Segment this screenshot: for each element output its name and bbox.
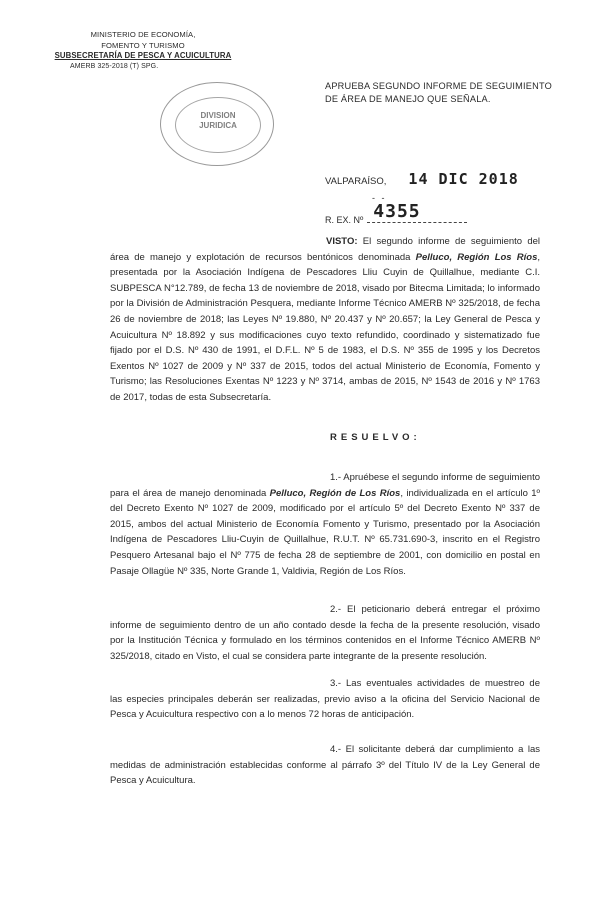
seal-text bbox=[191, 111, 245, 131]
item-3-paragraph bbox=[110, 676, 540, 723]
item-4 bbox=[110, 742, 540, 789]
item-1-area-name: Pelluco, Región de Los Ríos bbox=[269, 487, 401, 499]
item-1-text-2: , individualizada en el artículo 1º del Decreto Exento Nº 1027 de 2009, modificado por el artículo 5º del Decreto Exento Nº 337 de 2015, ambos del actual Ministerio de Economía Fomento y Turismo, presentado por la Asociación Indígena de Pescadores Lliu-Cuyin de Quillalhue, R.U.T. Nº 65.731.690-3, inscrito en el Registro Pesquero Artesanal bajo el Nº 775 de fecha 28 de septiembre de 2001, con domicilio en postal en Pasaje Ollagüe Nº 335, Norte Grande 1, Valdivia, Región de Los Ríos. bbox=[110, 487, 541, 577]
date-dashes: - - bbox=[372, 193, 387, 203]
item-1-number: 1.- bbox=[330, 472, 342, 483]
seal-line-1: DIVISION bbox=[200, 111, 236, 120]
ministry-name: MINISTERIO DE ECONOMÍA, bbox=[90, 30, 196, 39]
resuelvo-heading: RESUELVO: bbox=[330, 432, 421, 443]
item-3 bbox=[110, 676, 540, 723]
item-3-text: Las eventuales actividades de muestreo de las especies principales deberán ser realizadas, previo aviso a la oficina del Servicio Nacional de Pesca y Acuicultura respectivo con a lo menos 72 horas de anticipación. bbox=[110, 678, 541, 721]
file-reference: AMERB 325-2018 (T) SPG. bbox=[70, 62, 159, 70]
item-4-paragraph bbox=[110, 742, 540, 789]
visto-paragraph bbox=[110, 234, 540, 406]
item-2-text: El peticionario deberá entregar el próximo informe de seguimiento dentro de un año contado desde la fecha de la presente resolución, visado por la Institución Técnica y formulado en los términos contenidos en el Informe Técnico AMERB Nº 325/2018, citado en Visto, el cual se considera parte integrante de la presente resolución. bbox=[110, 604, 540, 662]
date-stamp: 14 DIC 2018 bbox=[408, 170, 519, 188]
letterhead bbox=[48, 30, 238, 72]
item-1-paragraph bbox=[110, 470, 540, 579]
visto-text-1: El segundo informe de seguimiento del área de manejo y explotación de recursos bentónicos denominada bbox=[110, 236, 540, 263]
visto-section bbox=[110, 234, 540, 406]
item-2-number: 2.- bbox=[330, 604, 342, 615]
seal-line-2: JURIDICA bbox=[199, 121, 237, 130]
official-seal-stamp bbox=[160, 82, 274, 166]
item-1 bbox=[110, 470, 540, 579]
item-3-number: 3.- bbox=[330, 678, 342, 689]
number-line bbox=[367, 201, 467, 223]
resolution-number bbox=[325, 201, 467, 225]
item-1-text-1: Apruébese el segundo informe de seguimiento para el área de manejo denominada bbox=[110, 472, 540, 499]
ministry-subname: FOMENTO Y TURISMO bbox=[101, 40, 185, 50]
dateline bbox=[325, 170, 519, 188]
item-4-number: 4.- bbox=[330, 744, 342, 755]
resolution-number-value: 4355 bbox=[373, 201, 421, 222]
undersecretariat-name: SUBSECRETARÍA DE PESCA Y ACUICULTURA bbox=[54, 51, 232, 60]
city-label: VALPARAÍSO, bbox=[325, 176, 387, 187]
visto-area-name: Pelluco, Región Los Ríos bbox=[415, 251, 538, 263]
item-2-paragraph bbox=[110, 602, 540, 664]
resolution-subject: APRUEBA SEGUNDO INFORME DE SEGUIMIENTO DE ÁREA DE MANEJO QUE SEÑALA. bbox=[325, 81, 552, 104]
item-4-text: El solicitante deberá dar cumplimiento a las medidas de administración establecidas conforme al párrafo 3º del Título IV de la Ley General de Pesca y Acuicultura. bbox=[110, 744, 541, 787]
visto-label: VISTO: bbox=[326, 236, 358, 247]
exento-label: R. EX. Nº bbox=[325, 215, 364, 225]
visto-text-2: , presentada por la Asociación Indígena de Pescadores Lliu Cuyin de Quillalhue, mediante C.I. SUBPESCA N°12.789, de fecha 13 de noviembre de 2018, visado por Bitecma Limitada; lo informado por la División de Administración Pesquera, mediante Informe Técnico AMERB Nº 325/2018, de fecha 26 de noviembre de 2018; las Leyes Nº 19.880, Nº 20.437 y Nº 20.657; la Ley General de Pesca y Acuicultura Nº 18.892 y sus modificaciones cuyo texto refundido, coordinado y sistematizado fue fijado por el D.S. Nº 430 de 1991, el D.F.L. Nº 5 de 1983, el D.S. Nº 355 de 1995 y los Decretos Exentos Nº 1027 de 2009 y Nº 337 de 2015, todos del actual Ministerio de Economía, Fomento y Turismo; las Resoluciones Exentas Nº 1223 y Nº 3714, ambas de 2015, Nº 1543 de 2016 y Nº 1763 de 2017, todas de esta Subsecretaría. bbox=[110, 251, 541, 403]
item-2 bbox=[110, 602, 540, 664]
